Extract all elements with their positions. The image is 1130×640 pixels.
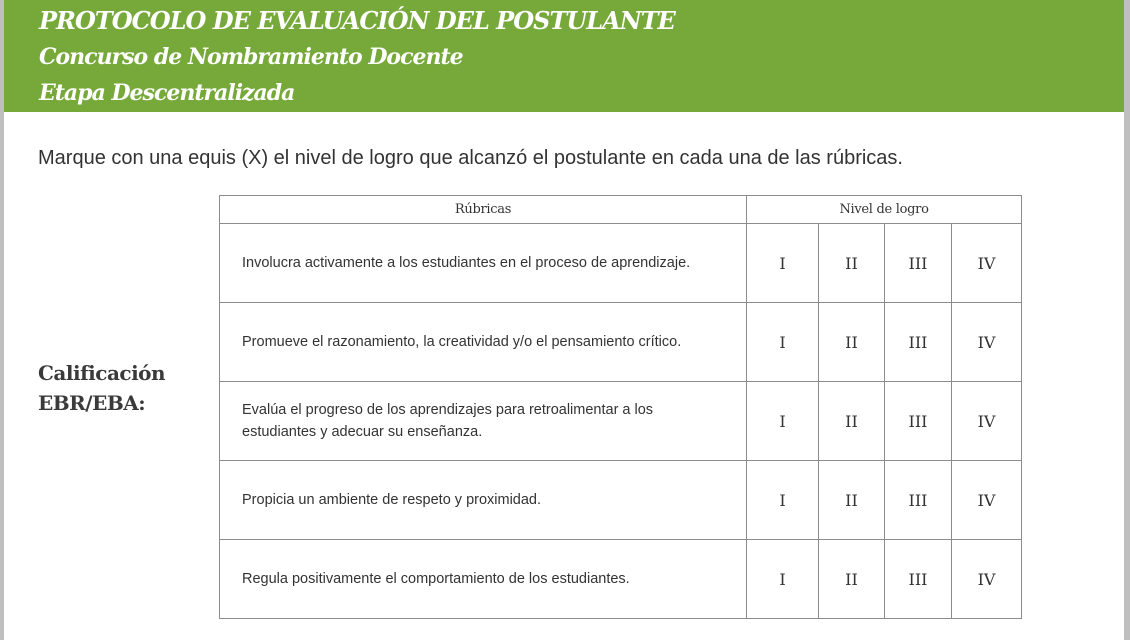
- level-cell-i[interactable]: I: [747, 224, 819, 303]
- table-row: [220, 303, 1022, 382]
- level-cell-iii[interactable]: III: [885, 303, 952, 382]
- instructions-text: Marque con una equis (X) el nivel de logro que alcanzó el postulante en cada una de las rúbricas.: [38, 147, 903, 169]
- calificacion-line2: EBR/EBA:: [38, 391, 146, 415]
- level-cell-i[interactable]: I: [747, 303, 819, 382]
- rubric-text: Regula positivamente el comportamiento de los estudiantes.: [220, 540, 747, 619]
- level-cell-iv[interactable]: IV: [952, 382, 1022, 461]
- rubric-text: Involucra activamente a los estudiantes en el proceso de aprendizaje.: [220, 224, 747, 303]
- header-nivel-logro: Nivel de logro: [747, 196, 1022, 224]
- level-cell-iv[interactable]: IV: [952, 461, 1022, 540]
- level-cell-i[interactable]: I: [747, 540, 819, 619]
- document-subtitle: Concurso de Nombramiento Docente: [39, 44, 463, 70]
- level-cell-ii[interactable]: II: [819, 382, 885, 461]
- level-cell-i[interactable]: I: [747, 382, 819, 461]
- level-cell-iii[interactable]: III: [885, 224, 952, 303]
- level-cell-ii[interactable]: II: [819, 540, 885, 619]
- table-row: [220, 540, 1022, 619]
- header-rubricas: Rúbricas: [220, 196, 747, 224]
- level-cell-ii[interactable]: II: [819, 303, 885, 382]
- page-right-edge: [1124, 0, 1130, 640]
- calificacion-label: [38, 358, 165, 418]
- calificacion-line1: Calificación: [38, 361, 166, 385]
- document-title: PROTOCOLO DE EVALUACIÓN DEL POSTULANTE: [39, 6, 675, 35]
- rubric-text: Propicia un ambiente de respeto y proximidad.: [220, 461, 747, 540]
- rubric-text: Evalúa el progreso de los aprendizajes para retroalimentar a los estudiantes y adecuar su enseñanza.: [220, 382, 747, 461]
- level-cell-iv[interactable]: IV: [952, 540, 1022, 619]
- header-banner: [4, 0, 1124, 112]
- level-cell-i[interactable]: I: [747, 461, 819, 540]
- rubric-table: [219, 195, 1022, 619]
- document-stage: Etapa Descentralizada: [39, 80, 295, 106]
- level-cell-iv[interactable]: IV: [952, 303, 1022, 382]
- level-cell-iv[interactable]: IV: [952, 224, 1022, 303]
- level-cell-ii[interactable]: II: [819, 461, 885, 540]
- level-cell-iii[interactable]: III: [885, 461, 952, 540]
- level-cell-iii[interactable]: III: [885, 540, 952, 619]
- table-row: [220, 461, 1022, 540]
- level-cell-iii[interactable]: III: [885, 382, 952, 461]
- table-header-row: [220, 196, 1022, 224]
- level-cell-ii[interactable]: II: [819, 224, 885, 303]
- table-row: [220, 382, 1022, 461]
- rubric-text: Promueve el razonamiento, la creatividad y/o el pensamiento crítico.: [220, 303, 747, 382]
- table-row: [220, 224, 1022, 303]
